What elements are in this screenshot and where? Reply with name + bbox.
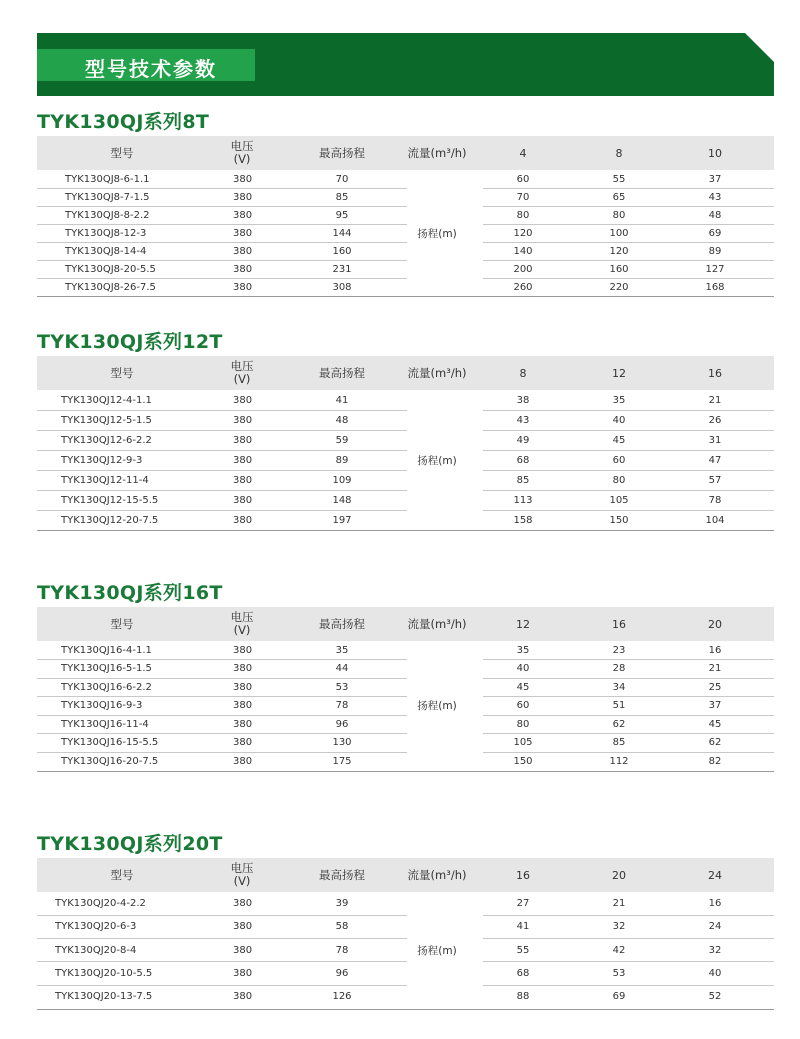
cell-max-head: 44 xyxy=(335,663,349,675)
head-label: 扬程(m) xyxy=(417,454,457,467)
cell-head-value: 34 xyxy=(612,681,626,693)
cell-head-value: 150 xyxy=(513,755,533,767)
table-bottom-rule xyxy=(37,1009,774,1010)
header-flow-value: 20 xyxy=(612,868,626,882)
cell-head-value: 100 xyxy=(609,227,629,239)
cell-voltage: 380 xyxy=(233,681,253,693)
cell-head-value: 35 xyxy=(612,394,626,406)
section-20t xyxy=(37,829,774,1029)
cell-voltage: 380 xyxy=(233,700,253,712)
cell-head-value: 158 xyxy=(513,514,533,526)
cell-head-value: 42 xyxy=(612,944,626,956)
cell-head-value: 150 xyxy=(609,514,629,526)
cell-head-value: 85 xyxy=(612,737,626,749)
cell-voltage: 380 xyxy=(233,898,253,910)
header-voltage: 电压 (V) xyxy=(230,861,254,888)
cell-head-value: 55 xyxy=(612,173,626,185)
header-flow: 流量(m³/h) xyxy=(407,145,467,160)
cell-head-value: 120 xyxy=(609,245,629,257)
header-flow-value: 12 xyxy=(516,617,530,631)
cell-model: TYK130QJ20-8-4 xyxy=(55,944,137,956)
cell-voltage: 380 xyxy=(233,263,253,275)
section-12t xyxy=(37,327,774,547)
cell-head-value: 45 xyxy=(516,681,530,693)
cell-max-head: 148 xyxy=(332,494,352,506)
cell-head-value: 200 xyxy=(513,263,533,275)
cell-head-value: 65 xyxy=(612,191,626,203)
cell-model: TYK130QJ20-4-2.2 xyxy=(55,898,146,910)
cell-head-value: 23 xyxy=(612,644,626,656)
cell-head-value: 80 xyxy=(516,718,530,730)
cell-max-head: 59 xyxy=(335,434,349,446)
cell-head-value: 48 xyxy=(708,209,722,221)
header-banner xyxy=(37,33,774,96)
cell-head-value: 104 xyxy=(705,514,725,526)
header-flow-value: 16 xyxy=(708,366,722,380)
cell-max-head: 53 xyxy=(335,681,349,693)
cell-model: TYK130QJ16-5-1.5 xyxy=(61,663,152,675)
cell-model: TYK130QJ20-6-3 xyxy=(55,921,137,933)
cell-max-head: 48 xyxy=(335,414,349,426)
cell-voltage: 380 xyxy=(233,191,253,203)
cell-max-head: 39 xyxy=(335,898,349,910)
cell-head-value: 70 xyxy=(516,191,530,203)
cell-head-value: 60 xyxy=(612,454,626,466)
cell-max-head: 89 xyxy=(335,454,349,466)
cell-voltage: 380 xyxy=(233,991,253,1003)
cell-model: TYK130QJ12-5-1.5 xyxy=(61,414,152,426)
cell-model: TYK130QJ16-15-5.5 xyxy=(61,737,159,749)
cell-head-value: 62 xyxy=(612,718,626,730)
cell-voltage: 380 xyxy=(233,944,253,956)
cell-head-value: 16 xyxy=(708,644,722,656)
cell-head-value: 53 xyxy=(612,968,626,980)
cell-max-head: 160 xyxy=(332,245,352,257)
cell-voltage: 380 xyxy=(233,474,253,486)
header-flow-value: 16 xyxy=(516,868,530,882)
cell-model: TYK130QJ12-9-3 xyxy=(61,454,143,466)
cell-head-value: 35 xyxy=(516,644,530,656)
cell-head-value: 85 xyxy=(516,474,530,486)
cell-head-value: 62 xyxy=(708,737,722,749)
cell-voltage: 380 xyxy=(233,209,253,221)
header-flow-value: 10 xyxy=(708,146,722,160)
cell-head-value: 27 xyxy=(516,898,530,910)
cell-model: TYK130QJ12-4-1.1 xyxy=(61,394,152,406)
cell-head-value: 57 xyxy=(708,474,722,486)
header-max-head: 最高扬程 xyxy=(319,365,365,380)
section-title: TYK130QJ系列16T xyxy=(37,582,223,604)
cell-voltage: 380 xyxy=(233,755,253,767)
cell-model: TYK130QJ12-20-7.5 xyxy=(61,514,159,526)
cell-head-value: 89 xyxy=(708,245,722,257)
cell-head-value: 52 xyxy=(708,991,722,1003)
cell-max-head: 96 xyxy=(335,968,349,980)
cell-model: TYK130QJ16-20-7.5 xyxy=(61,755,159,767)
header-max-head: 最高扬程 xyxy=(319,145,365,160)
section-title: TYK130QJ系列12T xyxy=(37,331,223,353)
cell-head-value: 43 xyxy=(516,414,530,426)
cell-voltage: 380 xyxy=(233,454,253,466)
cell-head-value: 220 xyxy=(609,281,629,293)
cell-head-value: 32 xyxy=(612,921,626,933)
cell-head-value: 68 xyxy=(516,968,530,980)
cell-head-value: 105 xyxy=(513,737,533,749)
header-voltage: 电压 (V) xyxy=(230,139,254,166)
cell-head-value: 38 xyxy=(516,394,530,406)
header-flow-value: 12 xyxy=(612,366,626,380)
header-voltage: 电压 (V) xyxy=(230,359,254,386)
head-label: 扬程(m) xyxy=(417,944,457,957)
header-max-head: 最高扬程 xyxy=(319,867,365,882)
header-flow: 流量(m³/h) xyxy=(407,365,467,380)
cell-head-value: 31 xyxy=(708,434,722,446)
cell-head-value: 32 xyxy=(708,944,722,956)
cell-head-value: 60 xyxy=(516,700,530,712)
header-model: 型号 xyxy=(110,867,134,882)
cell-head-value: 21 xyxy=(708,663,722,675)
table-header xyxy=(37,136,774,170)
header-flow-value: 8 xyxy=(519,366,527,380)
section-16t xyxy=(37,578,774,798)
cell-head-value: 82 xyxy=(708,755,722,767)
cell-model: TYK130QJ16-11-4 xyxy=(61,718,149,730)
header-flow: 流量(m³/h) xyxy=(407,867,467,882)
cell-head-value: 80 xyxy=(612,209,626,221)
table-bottom-rule xyxy=(37,296,774,297)
cell-voltage: 380 xyxy=(233,173,253,185)
cell-head-value: 55 xyxy=(516,944,530,956)
cell-max-head: 144 xyxy=(332,227,352,239)
header-flow-value: 16 xyxy=(612,617,626,631)
header-max-head: 最高扬程 xyxy=(319,616,365,631)
cell-head-value: 80 xyxy=(516,209,530,221)
cell-max-head: 58 xyxy=(335,921,349,933)
cell-head-value: 69 xyxy=(612,991,626,1003)
cell-max-head: 95 xyxy=(335,209,349,221)
cell-head-value: 60 xyxy=(516,173,530,185)
cell-max-head: 78 xyxy=(335,944,349,956)
cell-model: TYK130QJ8-26-7.5 xyxy=(65,281,156,293)
head-label: 扬程(m) xyxy=(417,227,457,240)
table-header xyxy=(37,356,774,390)
cell-voltage: 380 xyxy=(233,227,253,239)
cell-head-value: 37 xyxy=(708,173,722,185)
cell-head-value: 80 xyxy=(612,474,626,486)
cell-model: TYK130QJ8-7-1.5 xyxy=(65,191,150,203)
cell-model: TYK130QJ12-11-4 xyxy=(61,474,149,486)
cell-head-value: 160 xyxy=(609,263,629,275)
cell-max-head: 78 xyxy=(335,700,349,712)
cell-head-value: 40 xyxy=(612,414,626,426)
cell-model: TYK130QJ8-8-2.2 xyxy=(65,209,150,221)
cell-voltage: 380 xyxy=(233,921,253,933)
cell-head-value: 45 xyxy=(708,718,722,730)
cell-head-value: 25 xyxy=(708,681,722,693)
section-title: TYK130QJ系列8T xyxy=(37,111,210,133)
cell-head-value: 21 xyxy=(612,898,626,910)
cell-voltage: 380 xyxy=(233,718,253,730)
cell-voltage: 380 xyxy=(233,414,253,426)
cell-head-value: 68 xyxy=(516,454,530,466)
cell-head-value: 51 xyxy=(612,700,626,712)
cell-max-head: 85 xyxy=(335,191,349,203)
cell-voltage: 380 xyxy=(233,245,253,257)
cell-head-value: 140 xyxy=(513,245,533,257)
cell-model: TYK130QJ20-13-7.5 xyxy=(55,991,153,1003)
cell-max-head: 197 xyxy=(332,514,352,526)
table-bottom-rule xyxy=(37,771,774,772)
cell-max-head: 308 xyxy=(332,281,352,293)
cell-head-value: 47 xyxy=(708,454,722,466)
cell-voltage: 380 xyxy=(233,494,253,506)
cell-voltage: 380 xyxy=(233,644,253,656)
cell-head-value: 26 xyxy=(708,414,722,426)
cell-max-head: 109 xyxy=(332,474,352,486)
cell-head-value: 28 xyxy=(612,663,626,675)
table-bottom-rule xyxy=(37,530,774,531)
header-flow: 流量(m³/h) xyxy=(407,616,467,631)
cell-voltage: 380 xyxy=(233,968,253,980)
table-header xyxy=(37,607,774,641)
page-title: 型号技术参数 xyxy=(85,57,217,81)
cell-max-head: 126 xyxy=(332,991,352,1003)
header-flow-value: 20 xyxy=(708,617,722,631)
header-flow-value: 24 xyxy=(708,868,722,882)
cell-voltage: 380 xyxy=(233,434,253,446)
cell-head-value: 127 xyxy=(705,263,725,275)
header-flow-value: 8 xyxy=(615,146,623,160)
cell-head-value: 37 xyxy=(708,700,722,712)
header-model: 型号 xyxy=(110,365,134,380)
cell-max-head: 41 xyxy=(335,394,349,406)
cell-head-value: 88 xyxy=(516,991,530,1003)
cell-head-value: 113 xyxy=(513,494,533,506)
cell-head-value: 78 xyxy=(708,494,722,506)
cell-max-head: 96 xyxy=(335,718,349,730)
cell-head-value: 69 xyxy=(708,227,722,239)
cell-head-value: 21 xyxy=(708,394,722,406)
table-header xyxy=(37,858,774,892)
cell-model: TYK130QJ8-20-5.5 xyxy=(65,263,156,275)
cell-model: TYK130QJ20-10-5.5 xyxy=(55,968,153,980)
cell-model: TYK130QJ16-4-1.1 xyxy=(61,644,152,656)
cell-voltage: 380 xyxy=(233,394,253,406)
cell-model: TYK130QJ16-9-3 xyxy=(61,700,143,712)
cell-max-head: 231 xyxy=(332,263,352,275)
cell-head-value: 112 xyxy=(609,755,629,767)
header-model: 型号 xyxy=(110,145,134,160)
cell-head-value: 120 xyxy=(513,227,533,239)
cell-max-head: 130 xyxy=(332,737,352,749)
cell-model: TYK130QJ16-6-2.2 xyxy=(61,681,152,693)
cell-head-value: 43 xyxy=(708,191,722,203)
cell-max-head: 35 xyxy=(335,644,349,656)
cell-voltage: 380 xyxy=(233,281,253,293)
header-voltage: 电压 (V) xyxy=(230,610,254,637)
cell-head-value: 45 xyxy=(612,434,626,446)
header-flow-value: 4 xyxy=(519,146,527,160)
cell-voltage: 380 xyxy=(233,663,253,675)
section-8t xyxy=(37,107,774,307)
cell-model: TYK130QJ12-6-2.2 xyxy=(61,434,152,446)
cell-voltage: 380 xyxy=(233,514,253,526)
cell-head-value: 41 xyxy=(516,921,530,933)
cell-max-head: 70 xyxy=(335,173,349,185)
cell-head-value: 24 xyxy=(708,921,722,933)
cell-head-value: 40 xyxy=(516,663,530,675)
cell-head-value: 40 xyxy=(708,968,722,980)
cell-head-value: 49 xyxy=(516,434,530,446)
head-label: 扬程(m) xyxy=(417,700,457,713)
cell-head-value: 16 xyxy=(708,898,722,910)
section-title: TYK130QJ系列20T xyxy=(37,833,223,855)
cell-model: TYK130QJ12-15-5.5 xyxy=(61,494,159,506)
cell-max-head: 175 xyxy=(332,755,352,767)
cell-head-value: 168 xyxy=(705,281,725,293)
cell-head-value: 105 xyxy=(609,494,629,506)
cell-model: TYK130QJ8-14-4 xyxy=(65,245,147,257)
cell-head-value: 260 xyxy=(513,281,533,293)
cell-model: TYK130QJ8-6-1.1 xyxy=(65,173,150,185)
header-model: 型号 xyxy=(110,616,134,631)
cell-model: TYK130QJ8-12-3 xyxy=(65,227,147,239)
cell-voltage: 380 xyxy=(233,737,253,749)
